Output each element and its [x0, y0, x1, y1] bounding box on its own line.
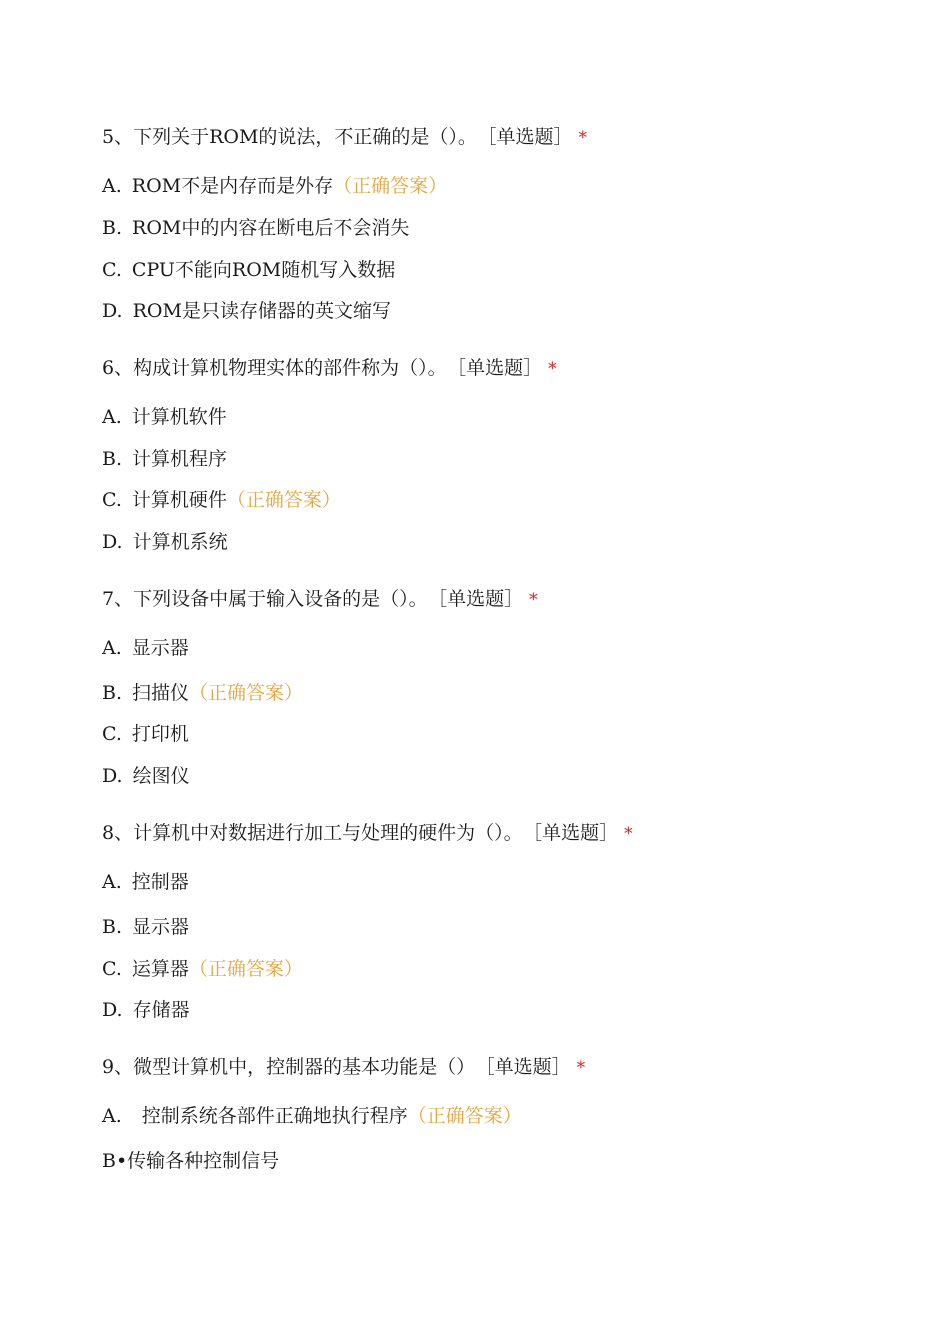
option-text: CPU不能向ROM随机写入数据	[131, 259, 396, 281]
correct-answer-mark: （正确答案）	[407, 1105, 522, 1127]
question-9-option-a	[102, 1103, 522, 1129]
option-text: ROM是只读存储器的英文缩写	[132, 300, 391, 322]
question-5-stem	[102, 124, 587, 151]
option-letter: D.	[102, 531, 123, 553]
option-text: 传输各种控制信号	[127, 1150, 280, 1172]
question-7-stem	[102, 586, 538, 613]
correct-answer-mark: （正确答案）	[188, 958, 303, 980]
question-type: ［单选题］	[456, 357, 543, 379]
question-7-option-b	[102, 680, 303, 706]
question-7-option-c	[102, 721, 189, 747]
question-6-option-c	[102, 487, 341, 513]
option-text: 计算机硬件	[131, 489, 227, 511]
question-type: ［单选题］	[485, 1056, 571, 1078]
option-text: 运算器	[131, 958, 189, 980]
option-letter: C.	[102, 723, 122, 745]
option-text: 扫描仪	[132, 682, 190, 704]
question-type: ［单选题］	[532, 822, 619, 844]
option-text: 绘图仪	[132, 765, 190, 787]
option-letter: D.	[102, 300, 123, 322]
option-letter: A.	[102, 871, 122, 893]
question-text: 8、计算机中对数据进行加工与处理的硬件为（）。	[102, 822, 523, 844]
required-marker: *	[576, 1058, 586, 1078]
question-8-option-b	[102, 914, 189, 940]
question-5-option-c	[102, 257, 395, 283]
question-text: 5、下列关于ROM的说法，不正确的是（）。	[102, 126, 477, 148]
option-text: ROM不是内存而是外存	[131, 175, 334, 197]
required-marker: *	[578, 128, 587, 148]
option-letter: B.	[102, 448, 123, 470]
question-8-option-a	[102, 869, 189, 895]
required-marker: *	[529, 590, 538, 610]
question-type: ［单选题］	[486, 126, 573, 148]
question-9-stem	[102, 1054, 585, 1081]
question-8-option-d	[102, 997, 190, 1023]
question-8-option-c	[102, 956, 303, 982]
option-text: 计算机软件	[131, 406, 227, 428]
option-text: 存储器	[132, 999, 190, 1021]
option-text: 计算机程序	[132, 448, 228, 470]
correct-answer-mark: （正确答案）	[333, 175, 448, 197]
option-letter: A.	[102, 637, 122, 659]
option-text: 显示器	[131, 637, 189, 659]
option-letter: B.	[102, 217, 123, 239]
option-letter: C.	[102, 259, 122, 281]
option-text: 显示器	[132, 916, 190, 938]
required-marker: *	[624, 824, 633, 844]
option-letter: D.	[102, 999, 123, 1021]
correct-answer-mark: （正确答案）	[189, 682, 304, 704]
question-6-option-a	[102, 404, 227, 430]
option-letter: A.	[102, 406, 122, 428]
required-marker: *	[548, 359, 557, 379]
option-text: 控制系统各部件正确地执行程序	[141, 1105, 408, 1127]
question-5-option-a	[102, 173, 447, 199]
correct-answer-mark: （正确答案）	[226, 489, 341, 511]
option-letter: A.	[102, 1105, 122, 1127]
option-text: 控制器	[131, 871, 189, 893]
question-7-option-a	[102, 635, 189, 661]
option-text: ROM中的内容在断电后不会消失	[132, 217, 410, 239]
question-text: 9、微型计算机中，控制器的基本功能是（）	[102, 1056, 476, 1078]
question-5-option-d	[102, 298, 391, 324]
question-7-option-d	[102, 763, 190, 789]
question-text: 7、下列设备中属于输入设备的是（）。	[102, 588, 428, 610]
question-5-option-b	[102, 215, 409, 241]
option-letter: D.	[102, 765, 123, 787]
question-type: ［单选题］	[437, 588, 524, 610]
question-6-stem	[102, 355, 557, 382]
question-6-option-b	[102, 446, 227, 472]
question-9-option-b	[102, 1148, 279, 1174]
question-6-option-d	[102, 529, 228, 555]
option-letter: A.	[102, 175, 122, 197]
option-letter: C.	[102, 958, 122, 980]
question-text: 6、构成计算机物理实体的部件称为（）。	[102, 357, 447, 379]
option-text: 计算机系统	[132, 531, 228, 553]
option-letter: B•	[102, 1150, 128, 1172]
option-text: 打印机	[131, 723, 189, 745]
option-letter: B.	[102, 682, 123, 704]
option-letter: C.	[102, 489, 122, 511]
question-8-stem	[102, 820, 633, 847]
option-letter: B.	[102, 916, 123, 938]
